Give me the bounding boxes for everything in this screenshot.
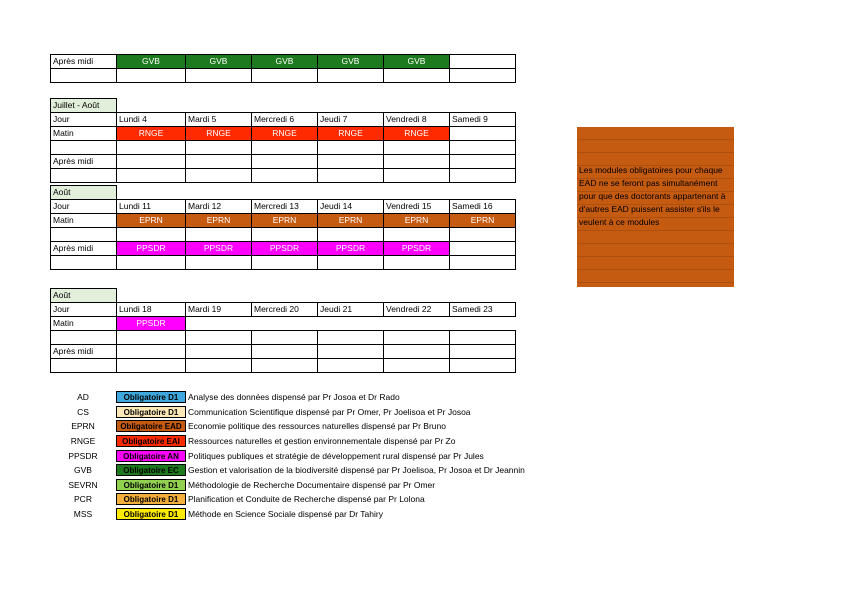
legend-row: [50, 390, 525, 405]
legend-code: PCR: [74, 494, 92, 505]
day-header: Lundi 4: [117, 113, 186, 127]
table-row: [51, 228, 516, 242]
table-row: [51, 141, 516, 155]
legend-desc: Planification et Conduite de Recherche dispensé par Pr Lolona: [188, 494, 425, 505]
empty-cell: [450, 55, 516, 69]
apres-midi-row: [51, 155, 516, 169]
day-header: Samedi 9: [450, 113, 516, 127]
legend-badge: Obligatoire EAD: [116, 420, 186, 432]
legend-row: [50, 448, 525, 463]
note-box: [577, 127, 734, 287]
section-title: Juillet - Août: [51, 99, 117, 113]
session-cell-rnge: RNGE: [318, 127, 384, 141]
table-row: [51, 256, 516, 270]
session-cell-gvb: GVB: [186, 55, 252, 69]
legend-row: [50, 419, 525, 434]
session-cell-gvb: GVB: [117, 55, 186, 69]
schedule-block-2: [50, 98, 516, 183]
legend-code: MSS: [73, 509, 93, 520]
session-cell-ppsdr: PPSDR: [318, 242, 384, 256]
session-cell-gvb: GVB: [384, 55, 450, 69]
session-cell-eprn: EPRN: [252, 214, 318, 228]
legend-desc: Politiques publiques et stratégie de développement rural dispensé par Pr Jules: [188, 450, 484, 461]
legend-desc: Méthodologie de Recherche Documentaire dispensé par Pr Omer: [188, 479, 436, 490]
legend-desc: Analyse des données dispensé par Pr Josoa et Dr Rado: [188, 392, 400, 403]
legend-badge: Obligatoire EC: [116, 464, 186, 476]
legend-row: [50, 492, 525, 507]
legend-badge: Obligatoire D1: [116, 508, 186, 520]
day-header: Jeudi 21: [318, 303, 384, 317]
schedule-block-3: [50, 185, 516, 270]
schedule-block-4: [50, 288, 516, 373]
day-header: Mercredi 20: [252, 303, 318, 317]
empty-cell: [450, 127, 516, 141]
table-row: [51, 331, 516, 345]
row-label-jour: Jour: [51, 113, 117, 127]
legend-badge: Obligatoire D1: [116, 493, 186, 505]
legend-code: RNGE: [70, 436, 96, 447]
legend-row: [50, 463, 525, 478]
empty-cell: [450, 242, 516, 256]
apres-midi-row: [51, 242, 516, 256]
matin-row: [51, 127, 516, 141]
row-label-apres-midi: Après midi: [51, 242, 117, 256]
legend-code: EPRN: [71, 421, 95, 432]
legend-row: [50, 434, 525, 449]
session-cell-rnge: RNGE: [117, 127, 186, 141]
legend-desc: Gestion et valorisation de la biodiversité dispensé par Pr Joelisoa, Pr Josoa et Dr Jeannin: [188, 465, 525, 476]
legend-code: PPSDR: [68, 450, 98, 461]
session-cell-gvb: GVB: [318, 55, 384, 69]
section-title-row: [51, 289, 516, 303]
row-label-apres-midi: Après midi: [51, 155, 117, 169]
day-header: Samedi 23: [450, 303, 516, 317]
section-title-row: [51, 99, 516, 113]
day-header: Vendredi 8: [384, 113, 450, 127]
day-header: Samedi 16: [450, 200, 516, 214]
days-row: [51, 113, 516, 127]
session-cell-eprn: EPRN: [117, 214, 186, 228]
legend-badge: Obligatoire EAI: [116, 435, 186, 447]
session-cell-ppsdr: PPSDR: [186, 242, 252, 256]
legend-code: AD: [77, 392, 89, 403]
day-header: Jeudi 14: [318, 200, 384, 214]
section-title-row: [51, 186, 516, 200]
table-row: [51, 55, 516, 69]
session-cell-eprn: EPRN: [384, 214, 450, 228]
day-header: Mercredi 6: [252, 113, 318, 127]
day-header: Jeudi 7: [318, 113, 384, 127]
row-label-jour: Jour: [51, 303, 117, 317]
legend-row: [50, 478, 525, 493]
legend: [50, 390, 525, 521]
legend-badge: Obligatoire D1: [116, 479, 186, 491]
session-cell-rnge: RNGE: [384, 127, 450, 141]
row-label-matin: Matin: [51, 214, 117, 228]
legend-code: CS: [77, 406, 89, 417]
session-cell-eprn: EPRN: [186, 214, 252, 228]
schedule-block-1: [50, 54, 516, 83]
session-cell-rnge: RNGE: [252, 127, 318, 141]
legend-badge: Obligatoire D1: [116, 406, 186, 418]
day-header: Vendredi 22: [384, 303, 450, 317]
session-cell-rnge: RNGE: [186, 127, 252, 141]
day-header: Mardi 12: [186, 200, 252, 214]
legend-badge: Obligatoire AN: [116, 450, 186, 462]
day-header: Lundi 11: [117, 200, 186, 214]
table-row: [51, 69, 516, 83]
legend-code: GVB: [74, 465, 92, 476]
legend-desc: Méthode en Science Sociale dispensé par Dr Tahiry: [188, 509, 383, 520]
session-cell-ppsdr: PPSDR: [117, 317, 186, 331]
row-label-matin: Matin: [51, 317, 117, 331]
legend-desc: Communication Scientifique dispensé par Pr Omer, Pr Joelisoa et Pr Josoa: [188, 406, 471, 417]
row-label-matin: Matin: [51, 127, 117, 141]
section-title: Août: [51, 289, 117, 303]
day-header: Mardi 5: [186, 113, 252, 127]
session-cell-ppsdr: PPSDR: [117, 242, 186, 256]
row-label-apres-midi: Après midi: [51, 345, 117, 359]
day-header: Vendredi 15: [384, 200, 450, 214]
days-row: [51, 200, 516, 214]
row-label-apres-midi: Après midi: [51, 55, 117, 69]
legend-row: [50, 405, 525, 420]
legend-code: SEVRN: [68, 479, 98, 490]
legend-desc: Economie politique des ressources naturelles dispensé par Pr Bruno: [188, 421, 446, 432]
table-row: [51, 359, 516, 373]
matin-row: [51, 317, 516, 331]
legend-row: [50, 507, 525, 522]
days-row: [51, 303, 516, 317]
session-cell-ppsdr: PPSDR: [252, 242, 318, 256]
row-label-jour: Jour: [51, 200, 117, 214]
day-header: Mardi 19: [186, 303, 252, 317]
section-title: Août: [51, 186, 117, 200]
legend-badge: Obligatoire D1: [116, 391, 186, 403]
session-cell-ppsdr: PPSDR: [384, 242, 450, 256]
legend-desc: Ressources naturelles et gestion environnementale dispensé par Pr Zo: [188, 436, 456, 447]
apres-midi-row: [51, 345, 516, 359]
matin-row: [51, 214, 516, 228]
note-text: Les modules obligatoires pour chaque EAD ne se feront pas simultanément pour que des doctorants appartenant à d'autres EAD puissent assister s'ils le veulent à ce modules: [579, 165, 726, 227]
day-header: Mercredi 13: [252, 200, 318, 214]
table-row: [51, 169, 516, 183]
session-cell-eprn: EPRN: [450, 214, 516, 228]
day-header: Lundi 18: [117, 303, 186, 317]
session-cell-gvb: GVB: [252, 55, 318, 69]
session-cell-eprn: EPRN: [318, 214, 384, 228]
